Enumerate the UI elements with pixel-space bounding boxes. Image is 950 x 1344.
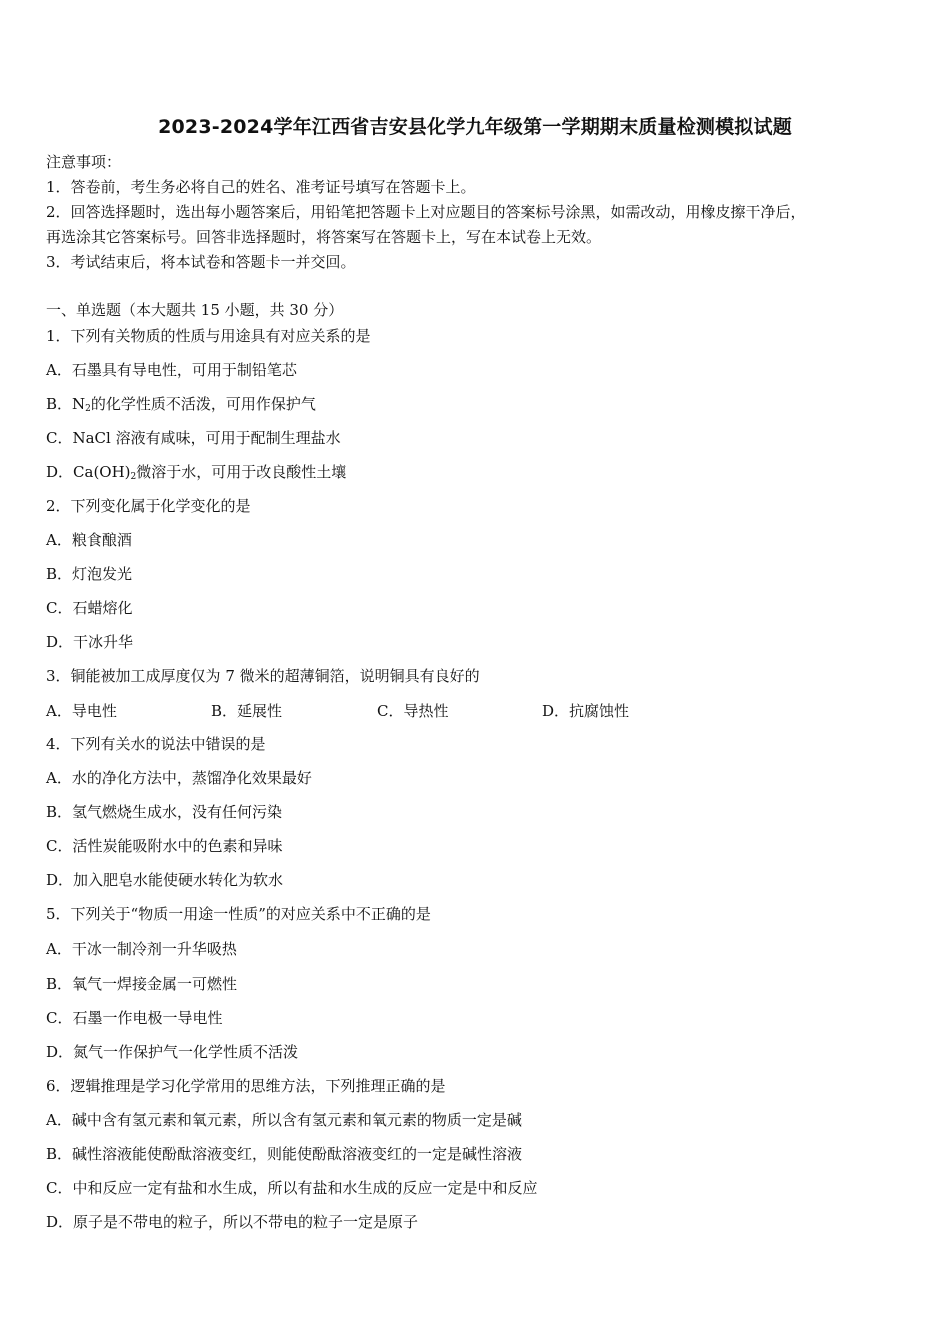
answer-option: C．中和反应一定有盐和水生成，所以有盐和水生成的反应一定是中和反应 [46, 1179, 538, 1197]
question-stem: 1．下列有关物质的性质与用途具有对应关系的是 [46, 327, 371, 345]
question-stem: 6．逻辑推理是学习化学常用的思维方法，下列推理正确的是 [46, 1077, 446, 1095]
answer-option: B．延展性 [211, 702, 283, 720]
notice-item: 1．答卷前，考生务必将自己的姓名、准考证号填写在答题卡上。 [46, 178, 476, 196]
notice-heading: 注意事项： [46, 153, 122, 171]
answer-option: D．氮气一作保护气一化学性质不活泼 [46, 1043, 299, 1061]
option-text: 的化学性质不活泼，可用作保护气 [90, 395, 316, 413]
answer-option: A．水的净化方法中，蒸馏净化效果最好 [46, 769, 312, 787]
option-text: D．Ca(OH) [46, 463, 131, 481]
answer-option: A．干冰一制冷剂一升华吸热 [46, 940, 237, 958]
question-stem: 2．下列变化属于化学变化的是 [46, 497, 251, 515]
answer-option: C．活性炭能吸附水中的色素和异味 [46, 837, 283, 855]
answer-option: A．碱中含有氢元素和氧元素，所以含有氢元素和氧元素的物质一定是碱 [46, 1111, 522, 1129]
option-text: B．N [46, 395, 86, 413]
answer-option: C．石墨一作电极一导电性 [46, 1009, 223, 1027]
notice-item: 2．回答选择题时，选出每小题答案后，用铅笔把答题卡上对应题目的答案标号涂黑，如需改动，用橡皮擦干净后， [46, 203, 806, 221]
answer-option: B．氧气一焊接金属一可燃性 [46, 975, 238, 993]
answer-option: B．灯泡发光 [46, 565, 133, 583]
section-heading: 一、单选题（本大题共 15 小题，共 30 分） [46, 301, 344, 319]
subscript: 2 [85, 404, 91, 414]
answer-option: B．氢气燃烧生成水，没有任何污染 [46, 803, 283, 821]
answer-option: D．加入肥皂水能使硬水转化为软水 [46, 871, 284, 889]
answer-option: D．干冰升华 [46, 633, 134, 651]
option-text: 微溶于水，可用于改良酸性土壤 [136, 463, 347, 481]
answer-option: B．碱性溶液能使酚酞溶液变红，则能使酚酞溶液变红的一定是碱性溶液 [46, 1145, 523, 1163]
answer-options-row [46, 700, 906, 720]
notice-item: 3．考试结束后，将本试卷和答题卡一并交回。 [46, 253, 356, 271]
notice-item: 再选涂其它答案标号。回答非选择题时，将答案写在答题卡上，写在本试卷上无效。 [46, 228, 602, 246]
question-stem: 3．铜能被加工成厚度仅为 7 微米的超薄铜箔，说明铜具有良好的 [46, 667, 480, 685]
page-title: 2023-2024学年江西省吉安县化学九年级第一学期期末质量检测模拟试题 [158, 116, 792, 138]
answer-option [46, 462, 906, 487]
answer-option: D．原子是不带电的粒子，所以不带电的粒子一定是原子 [46, 1213, 419, 1231]
answer-option [46, 394, 906, 419]
question-stem: 5．下列关于“物质一用途一性质”的对应关系中不正确的是 [46, 905, 431, 923]
answer-option: A．粮食酿酒 [46, 531, 132, 549]
subscript: 2 [130, 472, 137, 482]
answer-option: D．抗腐蚀性 [542, 702, 630, 720]
answer-option: C．导热性 [377, 702, 449, 720]
answer-option: A．导电性 [46, 702, 117, 720]
answer-option: C．NaCl 溶液有咸味，可用于配制生理盐水 [46, 429, 341, 447]
answer-option: A．石墨具有导电性，可用于制铅笔芯 [46, 361, 297, 379]
question-stem: 4．下列有关水的说法中错误的是 [46, 735, 266, 753]
answer-option: C．石蜡熔化 [46, 599, 133, 617]
